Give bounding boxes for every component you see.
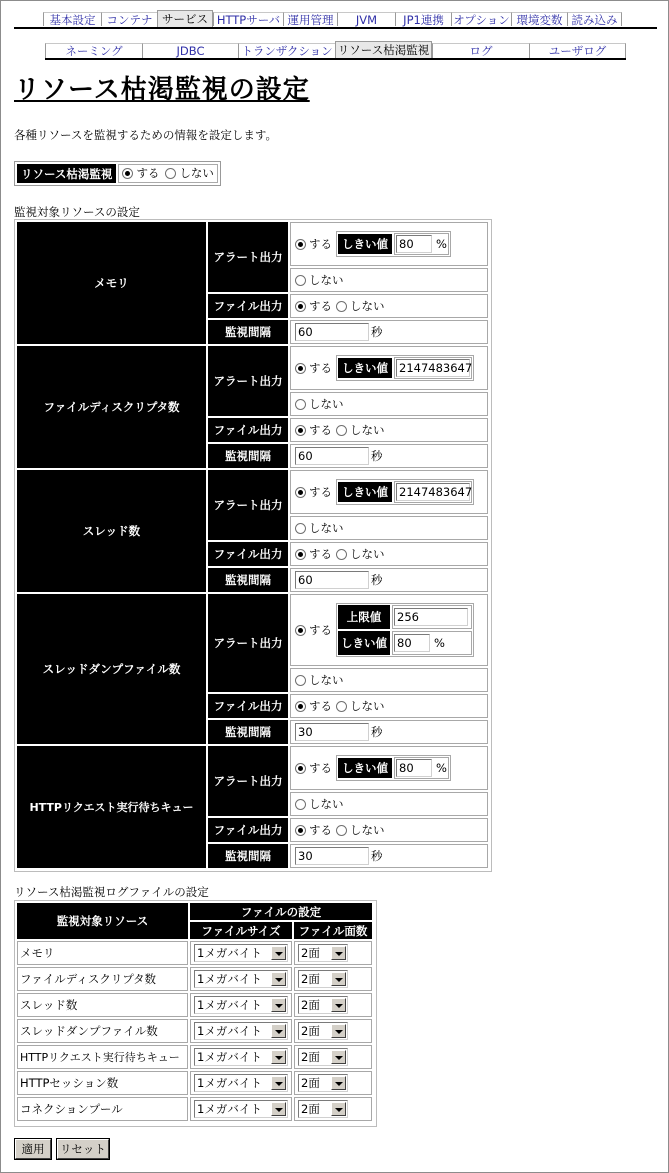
alert-off-label: しない xyxy=(309,797,344,811)
file-output-cell xyxy=(290,818,488,842)
interval-input[interactable]: 60 xyxy=(295,447,369,465)
alert-output-label: アラート出力 xyxy=(208,594,288,692)
threshold-input[interactable]: 80 xyxy=(394,634,430,652)
file-output-off-label: しない xyxy=(350,699,385,713)
tab-env-vars[interactable]: 環境変数 xyxy=(511,12,567,26)
file-output-label: ファイル出力 xyxy=(208,418,288,442)
log-row-count-cell xyxy=(294,941,372,965)
chevron-down-icon xyxy=(331,1050,346,1064)
chevron-down-icon xyxy=(271,1076,286,1090)
log-row-size-cell xyxy=(190,993,292,1017)
interval-unit: 秒 xyxy=(371,325,383,339)
interval-input[interactable]: 30 xyxy=(295,723,369,741)
subtab-user-log[interactable]: ユーザログ xyxy=(529,43,626,58)
reset-button[interactable]: リセット xyxy=(57,1139,109,1159)
log-row-size-cell xyxy=(190,967,292,991)
alert-off-label: しない xyxy=(309,673,344,687)
alert-output-label: アラート出力 xyxy=(208,470,288,540)
interval-unit: 秒 xyxy=(371,849,383,863)
upper-limit-input[interactable]: 256 xyxy=(394,608,468,626)
log-row-name: ファイルディスクリプタ数 xyxy=(17,967,188,991)
page-title: リソース枯渇監視の設定 xyxy=(14,75,310,105)
tab-basic[interactable]: 基本設定 xyxy=(43,12,101,26)
alert-on-radio[interactable] xyxy=(295,487,306,498)
alert-on-cell xyxy=(290,470,488,514)
file-size-select[interactable]: 1メガバイト xyxy=(194,944,288,962)
alert-off-cell xyxy=(290,392,488,416)
file-output-on-label: する xyxy=(309,699,332,713)
threshold-input[interactable]: 80 xyxy=(396,235,432,253)
alert-on-label: する xyxy=(309,237,332,251)
alert-off-radio[interactable] xyxy=(295,799,306,810)
threshold-box xyxy=(336,231,451,257)
interval-input[interactable]: 60 xyxy=(295,323,369,341)
log-row-size-cell xyxy=(190,941,292,965)
file-output-on-radio[interactable] xyxy=(295,825,306,836)
tab-jp1[interactable]: JP1連携 xyxy=(395,12,451,26)
file-count-select[interactable]: 2面 xyxy=(298,1100,348,1118)
file-output-cell xyxy=(290,694,488,718)
file-output-on-label: する xyxy=(309,423,332,437)
chevron-down-icon xyxy=(331,1076,346,1090)
tab-operation[interactable]: 運用管理 xyxy=(283,12,337,26)
interval-label: 監視間隔 xyxy=(208,320,288,344)
tab-jvm[interactable]: JVM xyxy=(337,12,395,26)
log-file-table xyxy=(14,900,377,1127)
alert-off-cell xyxy=(290,516,488,540)
alert-on-cell xyxy=(290,594,488,666)
log-row-size-cell xyxy=(190,1097,292,1121)
file-output-off-radio[interactable] xyxy=(336,425,347,436)
col-count-header: ファイル面数 xyxy=(294,922,372,939)
chevron-down-icon xyxy=(271,1024,286,1038)
file-output-on-radio[interactable] xyxy=(295,701,306,712)
log-row-name: HTTPリクエスト実行待ちキュー xyxy=(17,1045,188,1069)
monitor-off-label: しない xyxy=(179,166,214,180)
threshold-input[interactable]: 80 xyxy=(396,759,432,777)
resource-group-file-descriptors xyxy=(17,346,489,468)
file-output-on-label: する xyxy=(309,547,332,561)
chevron-down-icon xyxy=(271,998,286,1012)
interval-input[interactable]: 30 xyxy=(295,847,369,865)
alert-off-radio[interactable] xyxy=(295,675,306,686)
resource-group-thread-dump-files xyxy=(17,594,489,744)
tab-options[interactable]: オプション xyxy=(451,12,511,26)
alert-off-cell xyxy=(290,668,488,692)
alert-on-label: する xyxy=(309,623,332,637)
threshold-label: しきい値 xyxy=(338,631,390,655)
file-output-off-radio[interactable] xyxy=(336,549,347,560)
alert-on-label: する xyxy=(309,485,332,499)
log-row-count-cell xyxy=(294,967,372,991)
file-output-on-label: する xyxy=(309,823,332,837)
interval-cell xyxy=(290,444,488,468)
alert-output-label: アラート出力 xyxy=(208,746,288,816)
log-row-name: メモリ xyxy=(17,941,188,965)
threshold-label: しきい値 xyxy=(338,234,392,254)
threshold-unit: % xyxy=(436,237,447,251)
chevron-down-icon xyxy=(331,972,346,986)
log-row-count-cell xyxy=(294,993,372,1017)
interval-unit: 秒 xyxy=(371,449,383,463)
alert-off-cell xyxy=(290,268,488,292)
tab-container[interactable]: コンテナ xyxy=(101,12,157,26)
file-output-off-label: しない xyxy=(350,423,385,437)
alert-on-cell xyxy=(290,346,488,390)
chevron-down-icon xyxy=(271,972,286,986)
interval-label: 監視間隔 xyxy=(208,568,288,592)
resource-name: HTTPリクエスト実行待ちキュー xyxy=(17,746,206,868)
monitor-table xyxy=(14,219,492,872)
threshold-label: しきい値 xyxy=(338,358,392,378)
file-output-off-radio[interactable] xyxy=(336,825,347,836)
file-size-select[interactable]: 1メガバイト xyxy=(194,1074,288,1092)
subtab-transaction[interactable]: トランザクション xyxy=(238,43,335,58)
file-output-off-label: しない xyxy=(350,547,385,561)
alert-on-label: する xyxy=(309,361,332,375)
file-output-on-radio[interactable] xyxy=(295,301,306,312)
interval-label: 監視間隔 xyxy=(208,720,288,744)
log-row-size-cell xyxy=(190,1071,292,1095)
file-count-select[interactable]: 2面 xyxy=(298,970,348,988)
chevron-down-icon xyxy=(331,1102,346,1116)
log-section-title: リソース枯渇監視ログファイルの設定 xyxy=(14,885,209,899)
alert-on-radio[interactable] xyxy=(295,625,306,636)
threshold-unit: % xyxy=(434,636,445,650)
alert-on-radio[interactable] xyxy=(295,763,306,774)
log-row-name: スレッド数 xyxy=(17,993,188,1017)
file-output-on-radio[interactable] xyxy=(295,549,306,560)
sub-tab-bar xyxy=(45,43,626,58)
tab-bar-underline xyxy=(14,27,657,29)
page-description: 各種リソースを監視するための情報を設定します。 xyxy=(14,128,278,142)
alert-off-label: しない xyxy=(309,273,344,287)
upper-limit-label: 上限値 xyxy=(338,605,390,629)
log-row-count-cell xyxy=(294,1071,372,1095)
threshold-box xyxy=(336,479,474,505)
monitor-off-radio[interactable] xyxy=(165,168,176,179)
monitor-on-label: する xyxy=(136,166,160,180)
log-row-name: スレッドダンプファイル数 xyxy=(17,1019,188,1043)
resource-group-memory xyxy=(17,222,489,344)
alert-off-label: しない xyxy=(309,521,344,535)
alert-output-label: アラート出力 xyxy=(208,222,288,292)
apply-button[interactable]: 適用 xyxy=(15,1139,51,1159)
interval-cell xyxy=(290,568,488,592)
subtab-jdbc[interactable]: JDBC xyxy=(142,43,238,58)
file-output-cell xyxy=(290,294,488,318)
log-row-size-cell xyxy=(190,1045,292,1069)
resource-name: ファイルディスクリプタ数 xyxy=(17,346,206,468)
log-row-count-cell xyxy=(294,1097,372,1121)
log-row-size-cell xyxy=(190,1019,292,1043)
subtab-resource-depletion[interactable]: リソース枯渇監視 xyxy=(335,41,432,58)
col-file-settings-header: ファイルの設定 xyxy=(190,903,372,920)
threshold-input[interactable]: 2147483647 xyxy=(396,359,470,377)
chevron-down-icon xyxy=(271,1050,286,1064)
sub-tab-bar-underline xyxy=(45,58,626,60)
file-count-select[interactable]: 2面 xyxy=(298,1022,348,1040)
tab-http-server[interactable]: HTTPサーバ xyxy=(213,12,283,26)
alert-off-radio[interactable] xyxy=(295,399,306,410)
limit-threshold-box xyxy=(336,603,474,657)
subtab-naming[interactable]: ネーミング xyxy=(45,43,142,58)
resource-name: メモリ xyxy=(17,222,206,344)
col-size-header: ファイルサイズ xyxy=(190,922,292,939)
resource-name: スレッド数 xyxy=(17,470,206,592)
alert-on-cell xyxy=(290,746,488,790)
file-output-label: ファイル出力 xyxy=(208,294,288,318)
file-output-off-label: しない xyxy=(350,823,385,837)
interval-cell xyxy=(290,720,488,744)
file-size-select[interactable]: 1メガバイト xyxy=(194,970,288,988)
file-output-off-radio[interactable] xyxy=(336,701,347,712)
alert-on-cell xyxy=(290,222,488,266)
alert-off-label: しない xyxy=(309,397,344,411)
file-output-off-label: しない xyxy=(350,299,385,313)
file-count-select[interactable]: 2面 xyxy=(298,944,348,962)
interval-unit: 秒 xyxy=(371,725,383,739)
threshold-box xyxy=(336,355,474,381)
file-size-select[interactable]: 1メガバイト xyxy=(194,1100,288,1118)
file-count-select[interactable]: 2面 xyxy=(298,1048,348,1066)
interval-label: 監視間隔 xyxy=(208,844,288,868)
resource-group-http-request-queue xyxy=(17,746,489,868)
threshold-unit: % xyxy=(436,761,447,775)
interval-cell xyxy=(290,320,488,344)
alert-off-cell xyxy=(290,792,488,816)
monitor-toggle xyxy=(14,161,221,186)
file-size-select[interactable]: 1メガバイト xyxy=(194,1048,288,1066)
alert-on-radio[interactable] xyxy=(295,239,306,250)
resource-group-threads xyxy=(17,470,489,592)
resource-name: スレッドダンプファイル数 xyxy=(17,594,206,744)
chevron-down-icon xyxy=(271,946,286,960)
alert-on-radio[interactable] xyxy=(295,363,306,374)
alert-off-radio[interactable] xyxy=(295,275,306,286)
file-output-cell xyxy=(290,418,488,442)
file-output-on-radio[interactable] xyxy=(295,425,306,436)
file-output-label: ファイル出力 xyxy=(208,694,288,718)
file-output-off-radio[interactable] xyxy=(336,301,347,312)
file-count-select[interactable]: 2面 xyxy=(298,1074,348,1092)
col-resource-header: 監視対象リソース xyxy=(17,903,188,939)
main-tab-bar xyxy=(43,12,622,27)
monitor-section-title: 監視対象リソースの設定 xyxy=(14,205,140,219)
chevron-down-icon xyxy=(331,946,346,960)
log-row-name: HTTPセッション数 xyxy=(17,1071,188,1095)
alert-output-label: アラート出力 xyxy=(208,346,288,416)
threshold-box xyxy=(336,755,451,781)
threshold-label: しきい値 xyxy=(338,758,392,778)
chevron-down-icon xyxy=(331,998,346,1012)
log-row-name: コネクションプール xyxy=(17,1097,188,1121)
threshold-input[interactable]: 2147483647 xyxy=(396,483,470,501)
alert-off-radio[interactable] xyxy=(295,523,306,534)
alert-on-label: する xyxy=(309,761,332,775)
chevron-down-icon xyxy=(271,1102,286,1116)
file-output-label: ファイル出力 xyxy=(208,542,288,566)
threshold-label: しきい値 xyxy=(338,482,392,502)
monitor-on-radio[interactable] xyxy=(122,168,133,179)
subtab-log[interactable]: ログ xyxy=(432,43,529,58)
file-output-label: ファイル出力 xyxy=(208,818,288,842)
log-row-count-cell xyxy=(294,1045,372,1069)
file-size-select[interactable]: 1メガバイト xyxy=(194,1022,288,1040)
tab-service[interactable]: サービス xyxy=(157,10,213,27)
file-output-cell xyxy=(290,542,488,566)
chevron-down-icon xyxy=(331,1024,346,1038)
interval-unit: 秒 xyxy=(371,573,383,587)
interval-cell xyxy=(290,844,488,868)
file-output-on-label: する xyxy=(309,299,332,313)
tab-load[interactable]: 読み込み xyxy=(567,12,622,26)
interval-input[interactable]: 60 xyxy=(295,571,369,589)
file-count-select[interactable]: 2面 xyxy=(298,996,348,1014)
monitor-toggle-label: リソース枯渇監視 xyxy=(17,164,116,183)
file-size-select[interactable]: 1メガバイト xyxy=(194,996,288,1014)
log-row-count-cell xyxy=(294,1019,372,1043)
interval-label: 監視間隔 xyxy=(208,444,288,468)
